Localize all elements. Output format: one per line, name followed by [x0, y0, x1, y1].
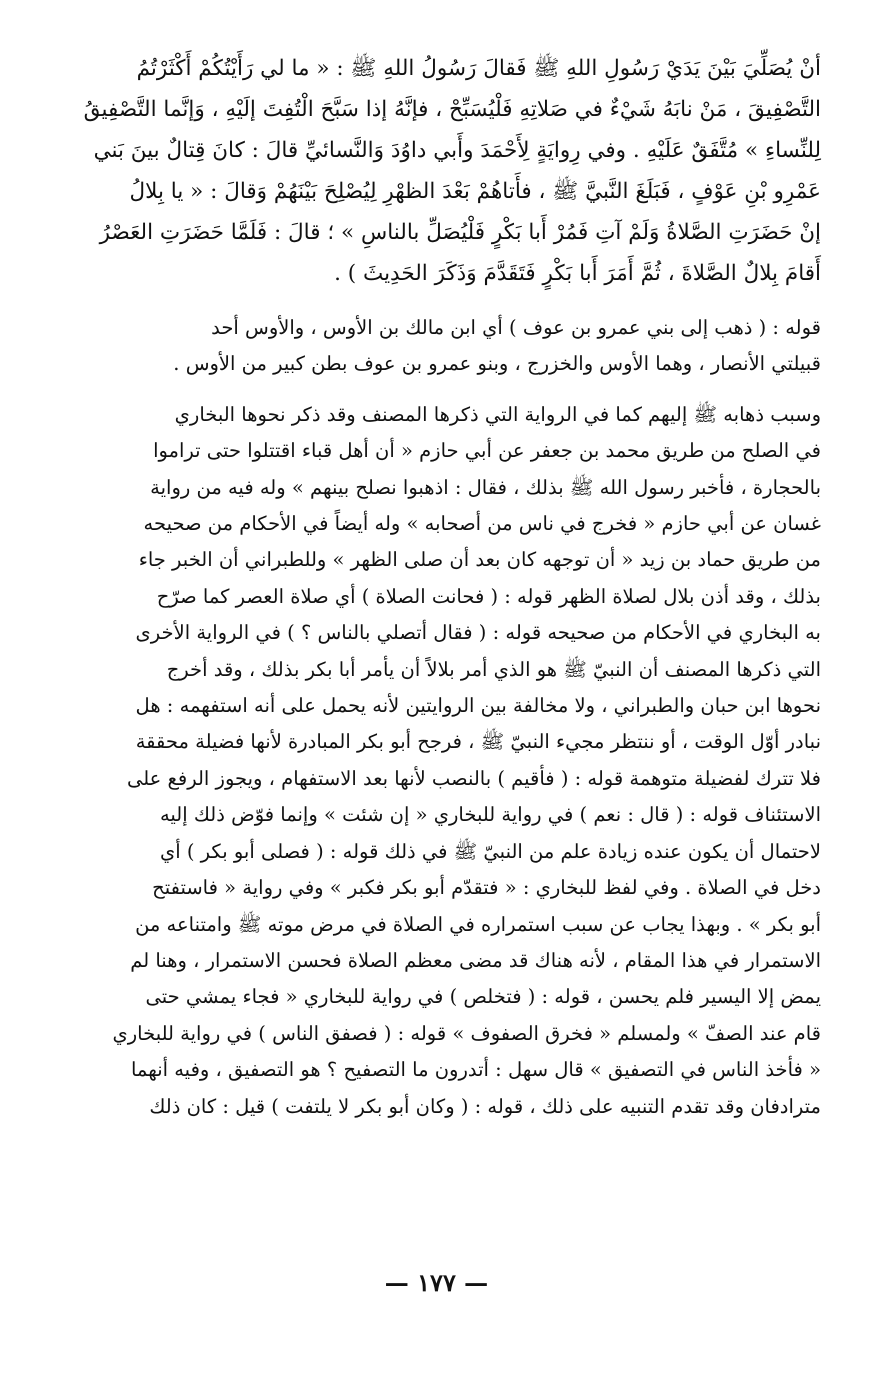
commentary-line: في الصلح من طريق محمد بن جعفر عن أبي حازم « أن أهل قباء اقتتلوا حتى تراموا	[153, 439, 821, 463]
commentary-line: فلا تترك لفضيلة متوهمة قوله : ( فأقيم ) بالنصب لأنها بعد الاستفهام ، ويجوز الرفع على	[126, 766, 821, 790]
explanation-line: قبيلتي الأنصار ، وهما الأوس والخزرج ، وبنو عمرو بن عوف بطن كبير من الأوس .	[173, 352, 821, 376]
commentary-line: من طريق حماد بن زيد « أن توجهه كان بعد أن صلى الظهر » وللطبراني أن الخبر جاء	[138, 548, 821, 572]
commentary-line: وسبب ذهابه ﷺ إليهم كما في الرواية التي ذكرها المصنف وقد ذكر نحوها البخاري	[174, 402, 821, 426]
commentary-line: الاستمرار في هذا المقام ، لأنه هناك قد مضى معظم الصلاة فحسن الاستمرار ، وهنا لم	[130, 948, 821, 972]
commentary-line: به البخاري في الأحكام من صحيحه قوله : ( فقال أتصلي بالناس ؟ ) في الرواية الأخرى	[135, 621, 821, 645]
commentary-line: لاحتمال أن يكون عنده زيادة علم من النبيّ ﷺ في ذلك قوله : ( فصلى أبو بكر ) أي	[159, 839, 821, 863]
commentary-line: نحوها ابن حبان والطبراني ، ولا مخالفة بين الروايتين لأنه يحمل على أنه استفهمه : هل	[135, 694, 821, 718]
hadith-text	[58, 48, 821, 294]
hadith-line: التَّصْفِيقَ ، مَنْ نابَهُ شَيْءٌ في صَلاتِهِ فَلْيُسَبِّحْ ، فإنَّهُ إذا سَبَّحَ الْتُفِتَ إلَيْهِ ، وَإنَّما التَّصْفِيقُ	[83, 97, 821, 122]
commentary-line: يمض إلا اليسير فلم يحسن ، قوله : ( فتخلص ) في رواية للبخاري « فجاء يمشي حتى	[145, 985, 821, 1009]
commentary-line: أبو بكر » . وبهذا يجاب عن سبب استمراره في الصلاة في مرض موته ﷺ وامتناعه من	[135, 912, 821, 936]
commentary-line: دخل في الصلاة . وفي لفظ للبخاري : « فتقدّم أبو بكر فكبر » وفي رواية « فاستفتح	[152, 876, 821, 900]
commentary-line: غسان عن أبي حازم « فخرج في ناس من أصحابه » وله أيضاً في الأحكام من صحيحه	[143, 512, 821, 536]
commentary-line: نبادر أوّل الوقت ، أو ننتظر مجيء النبيّ ﷺ ، فرجح أبو بكر المبادرة لأنها فضيلة محققة	[135, 730, 821, 754]
explanation-paragraph	[58, 310, 821, 383]
commentary-line: بذلك ، وقد أذن بلال لصلاة الظهر قوله : ( فحانت الصلاة ) أي صلاة العصر كما صرّح	[156, 584, 821, 608]
commentary-line: قام عند الصفّ » ولمسلم « فخرق الصفوف » قوله : ( فصفق الناس ) في رواية للبخاري	[112, 1021, 821, 1045]
commentary-line: مترادفان وقد تقدم التنبيه على ذلك ، قوله : ( وكان أبو بكر لا يلتفت ) قيل : كان ذلك	[149, 1094, 821, 1118]
hadith-line: أَقامَ بِلالٌ الصَّلاةَ ، ثُمَّ أَمَرَ أَبا بَكْرٍ فَتَقَدَّمَ وَذَكَرَ الحَدِيثَ ) .	[334, 261, 821, 286]
hadith-line: عَمْرِو بْنِ عَوْفٍ ، فَبَلَغَ النَّبيَّ ﷺ ، فأَتاهُمْ بَعْدَ الظهْرِ لِيُصْلِحَ بَيْنَهُمْ وَقالَ : « يا بِلالُ	[129, 179, 821, 204]
page-number: — ١٧٧ —	[384, 1268, 489, 1297]
commentary-line: بالحجارة ، فأخبر رسول الله ﷺ بذلك ، فقال : اذهبوا نصلح بينهم » وله فيه من رواية	[150, 475, 821, 499]
hadith-line: لِلنِّساءِ » مُتَّفَقٌ عَلَيْهِ . وفي رِوايَةٍ لِأَحْمَدَ وأَبي داوُدَ وَالنَّسائيِّ قالَ : كانَ قِتالٌ بينَ بَني	[93, 138, 821, 163]
commentary-line: الاستئناف قوله : ( قال : نعم ) في رواية للبخاري « إن شئت » وإنما فوّض ذلك إليه	[159, 803, 821, 827]
commentary-line: التي ذكرها المصنف أن النبيّ ﷺ هو الذي أمر بلالاً أن يأمر أبا بكر بذلك ، وقد أخرج	[166, 657, 821, 681]
hadith-line: إنْ حَضَرَتِ الصَّلاةُ وَلَمْ آتِ فَمُرْ أَبا بَكْرٍ فَلْيُصَلِّ بالناسِ » ؛ قالَ : فَلَمَّا حَضَرَتِ العَصْرُ	[99, 220, 821, 245]
commentary-paragraph	[58, 397, 821, 1125]
commentary-line: « فأخذ الناس في التصفيق » قال سهل : أتدرون ما التصفيح ؟ هو التصفيق ، وفيه أنهما	[130, 1058, 821, 1082]
hadith-line: أنْ يُصَلِّيَ بَيْنَ يَدَيْ رَسُولِ اللهِ ﷺ فَقالَ رَسُولُ اللهِ ﷺ : « ما لي رَأَيْتُكُمْ أَكْثَرْتُمُ	[136, 56, 821, 81]
explanation-line: قوله : ( ذهب إلى بني عمرو بن عوف ) أي ابن مالك بن الأوس ، والأوس أحد	[211, 316, 821, 339]
